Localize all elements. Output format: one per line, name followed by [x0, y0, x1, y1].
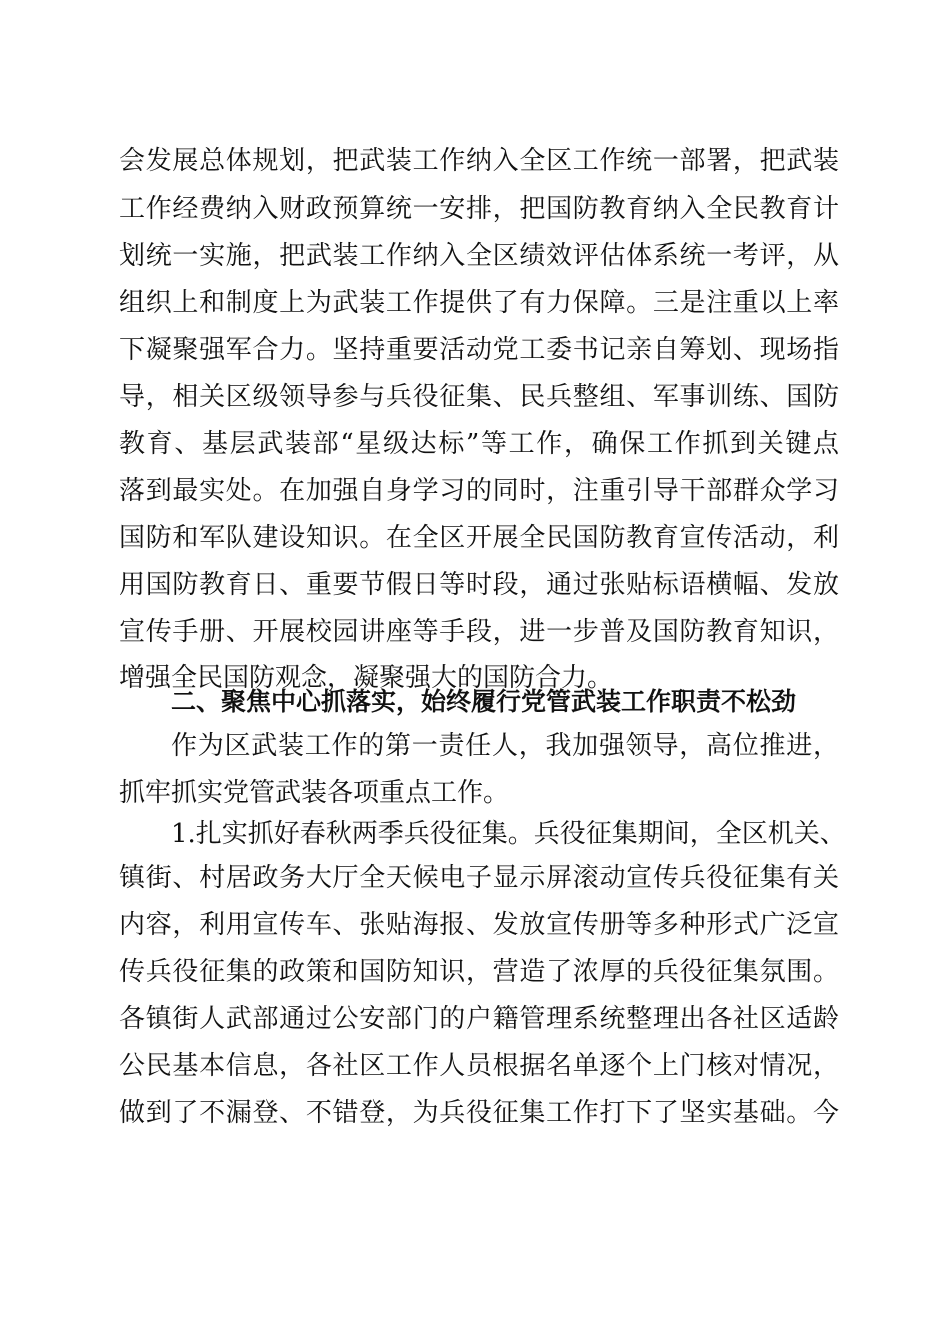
text-line: 公民基本信息，各社区工作人员根据名单逐个上门核对情况，	[119, 1051, 839, 1081]
text-line: 下凝聚强军合力。坚持重要活动党工委书记亲自筹划、现场指	[119, 335, 839, 365]
text-line: 组织上和制度上为武装工作提供了有力保障。三是注重以上率	[119, 288, 839, 318]
paragraph-last-line: 抓牢抓实党管武装各项重点工作。	[119, 778, 510, 808]
text-line: 各镇街人武部通过公安部门的户籍管理系统整理出各社区适龄	[119, 1004, 839, 1034]
text-line: 工作经费纳入财政预算统一安排，把国防教育纳入全民教育计	[119, 194, 839, 224]
text-line: 做到了不漏登、不错登，为兵役征集工作打下了坚实基础。今	[119, 1098, 839, 1128]
text-line: 内容，利用宣传车、张贴海报、发放宣传册等多种形式广泛宣	[119, 910, 839, 940]
text-line: 镇街、村居政务大厅全天候电子显示屏滚动宣传兵役征集有关	[119, 863, 839, 893]
text-line: 会发展总体规划，把武装工作纳入全区工作统一部署，把武装	[119, 146, 839, 176]
text-line: 传兵役征集的政策和国防知识，营造了浓厚的兵役征集氛围。	[119, 957, 839, 987]
item-first-line: 1.扎实抓好春秋两季兵役征集。兵役征集期间，全区机关、	[171, 819, 846, 849]
text-line: 导，相关区级领导参与兵役征集、民兵整组、军事训练、国防	[119, 382, 839, 412]
section-heading: 二、聚焦中心抓落实，始终履行党管武装工作职责不松劲	[171, 687, 797, 716]
text-line: 划统一实施，把武装工作纳入全区绩效评估体系统一考评，从	[119, 241, 839, 271]
text-line: 国防和军队建设知识。在全区开展全民国防教育宣传活动，利	[119, 523, 839, 553]
text-line: 教育、基层武装部“星级达标”等工作，确保工作抓到关键点	[119, 429, 839, 459]
text-line: 用国防教育日、重要节假日等时段，通过张贴标语横幅、发放	[119, 570, 839, 600]
text-line: 宣传手册、开展校园讲座等手段，进一步普及国防教育知识，	[119, 617, 839, 647]
paragraph-last-line: 增强全民国防观念，凝聚强大的国防合力。	[119, 663, 614, 693]
paragraph-first-line: 作为区武装工作的第一责任人，我加强领导，高位推进，	[171, 731, 839, 761]
text-line: 落到最实处。在加强自身学习的同时，注重引导干部群众学习	[119, 476, 839, 506]
